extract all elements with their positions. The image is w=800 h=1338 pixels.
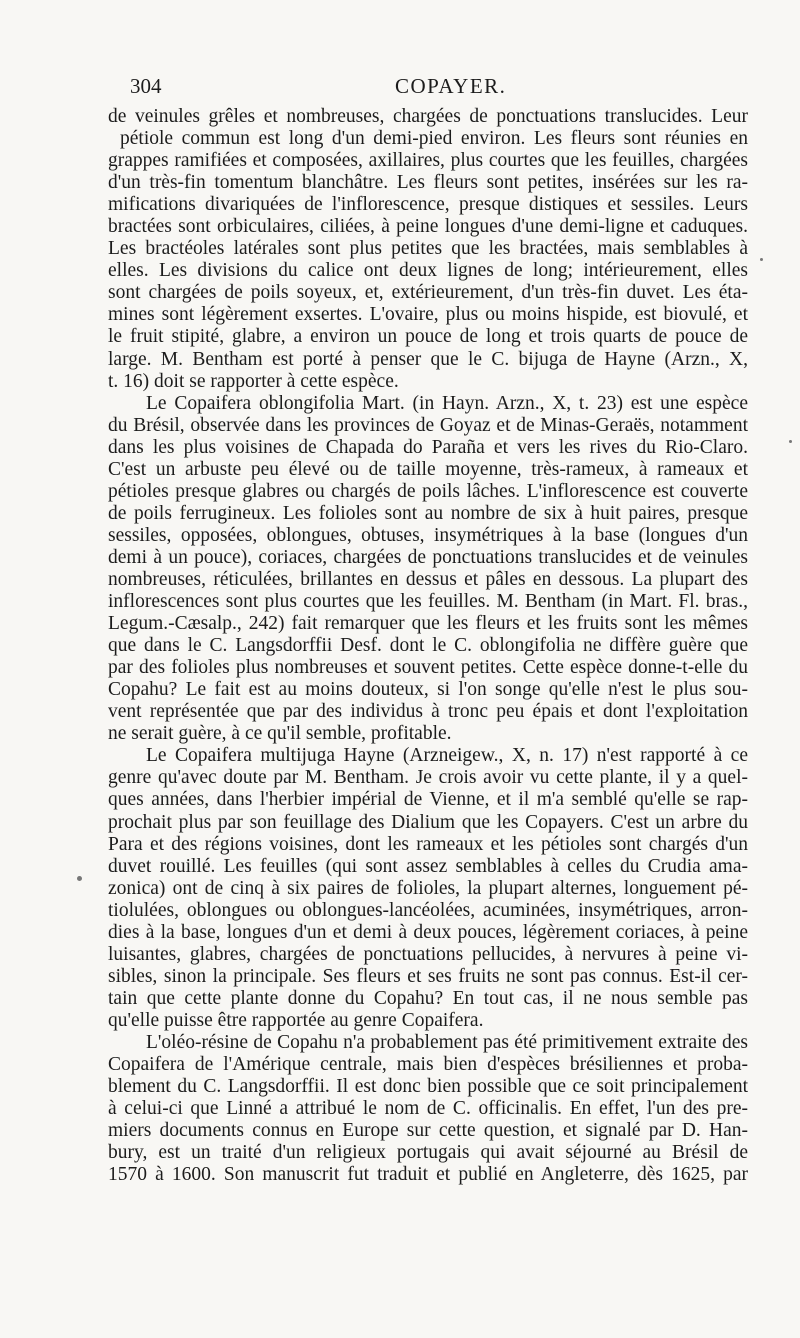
text-line: de veinules grêles et nombreuses, chargées de ponctuations translucides. Leur (108, 106, 748, 127)
text-line: elles. Les divisions du calice ont deux lignes de long; intérieurement, elles (108, 260, 748, 282)
text-line: nombreuses, réticulées, brillantes en dessus et pâles en dessous. La plupart des (108, 568, 748, 590)
text-line: bractées sont orbiculaires, ciliées, à peine longues d'une demi-ligne et caduques. (108, 216, 748, 238)
page-number: 304 (130, 74, 162, 98)
text-line: genre qu'avec doute par M. Bentham. Je crois avoir vu cette plante, il y a quel- (108, 767, 748, 789)
paragraph-start: L'oléo-résine de Copahu n'a probablement pas été primitivement extraite des (146, 1031, 748, 1053)
text-line: t. 16) doit se rapporter à cette espèce. (108, 370, 399, 392)
text-line: duvet rouillé. Les feuilles (qui sont assez semblables à celles du Crudia ama- (108, 855, 748, 877)
text-line: sessiles, opposées, oblongues, obtuses, insymétriques à la base (longues d'un (108, 524, 748, 546)
text-line: ques années, dans l'herbier impérial de Vienne, et il m'a semblé qu'elle se rap- (108, 789, 748, 811)
text-line: tain que cette plante donne du Copahu? En tout cas, il ne nous semble pas (108, 987, 748, 1009)
text-line: de poils ferrugineux. Les folioles sont au nombre de six à huit paires, presque (108, 502, 748, 524)
paragraph-start: Le Copaifera oblongifolia Mart. (in Hayn. Arzn., X, t. 23) est une espèce (146, 392, 748, 414)
paper-speck (77, 876, 82, 881)
text-line: mifications divariquées de l'inflorescence, presque distiques et sessiles. Leurs (108, 194, 748, 216)
text-line: tiolulées, oblongues ou oblongues-lancéolées, acuminées, insymétriques, arron- (108, 899, 748, 921)
text-line: Copahu? Le fait est au moins douteux, si l'on songe qu'elle n'est le plus sou- (108, 679, 748, 701)
text-line: que dans le C. Langsdorffii Desf. dont le C. oblongifolia ne diffère guère que (108, 635, 748, 657)
text-line: le fruit stipité, glabre, a environ un pouce de long et trois quarts de pouce de (108, 326, 748, 348)
text-line: blement du C. Langsdorffii. Il est donc bien possible que ce soit principalement (108, 1076, 748, 1098)
page-header (130, 74, 730, 104)
text-line: grappes ramifiées et composées, axillaires, plus courtes que les feuilles, chargées (108, 150, 748, 172)
text-line: qu'elle puisse être rapportée au genre Copaifera. (108, 1009, 484, 1031)
paragraph-start: Le Copaifera multijuga Hayne (Arzneigew., X, n. 17) n'est rapporté à ce (146, 745, 748, 767)
text-line: luisantes, glabres, chargées de ponctuations pellucides, à nervures à peine vi- (108, 943, 748, 965)
text-line: demi à un pouce), coriaces, chargées de ponctuations translucides et de veinules (108, 546, 748, 568)
text-line: à celui-ci que Linné a attribué le nom de C. officinalis. En effet, l'un des pre- (108, 1098, 748, 1120)
text-line: pétioles presque glabres ou chargés de poils lâches. L'inflorescence est couverte (108, 480, 748, 502)
text-line: C'est un arbuste peu élevé ou de taille moyenne, très-rameux, à rameaux et (108, 458, 748, 480)
text-line: dans les plus voisines de Chapada do Paraña et vers les rives du Rio-Claro. (108, 436, 748, 458)
text-line: Para et des régions voisines, dont les rameaux et les pétioles sont chargés d'un (108, 833, 748, 855)
text-line: Legum.-Cæsalp., 242) fait remarquer que les fleurs et les fruits sont les mêmes (108, 613, 748, 635)
text-line: zonica) ont de cinq à six paires de folioles, la plupart alternes, longuement pé- (108, 877, 748, 899)
body-text (108, 106, 748, 1186)
text-line: vent représentée que par des individus à tronc peu épais et dont l'exploitation (108, 701, 748, 723)
running-title: COPAYER. (395, 74, 507, 98)
text-line: Les bractéoles latérales sont plus petites que les bractées, mais semblables à (108, 238, 748, 260)
text-line: pétiole commun est long d'un demi-pied environ. Les fleurs sont réunies en (120, 128, 748, 150)
text-line: miers documents connus en Europe sur cette question, et signalé par D. Han- (108, 1120, 748, 1142)
text-line: par des folioles plus nombreuses et souvent petites. Cette espèce donne-t-elle du (108, 657, 748, 679)
text-line: large. M. Bentham est porté à penser que le C. bijuga de Hayne (Arzn., X, (108, 348, 748, 370)
text-line: sont chargées de poils soyeux, et, extérieurement, d'un très-fin duvet. Les éta- (108, 282, 748, 304)
text-line: prochait plus par son feuillage des Dialium que les Copayers. C'est un arbre du (108, 811, 748, 833)
text-line: d'un très-fin tomentum blanchâtre. Les fleurs sont petites, insérées sur les ra- (108, 172, 748, 194)
text-line: du Brésil, observée dans les provinces de Goyaz et de Minas-Geraës, notamment (108, 414, 748, 436)
paper-speck (789, 440, 792, 443)
text-line: dies à la base, longues d'un et demi à deux pouces, légèrement coriaces, à peine (108, 921, 748, 943)
text-line: ne serait guère, à ce qu'il semble, profitable. (108, 723, 452, 745)
text-line: 1570 à 1600. Son manuscrit fut traduit et publié en Angleterre, dès 1625, par (108, 1164, 748, 1186)
text-line: mines sont légèrement exsertes. L'ovaire, plus ou moins hispide, est biovulé, et (108, 304, 748, 326)
paper-speck (760, 258, 763, 261)
text-line: bury, est un traité d'un religieux portugais qui avait séjourné au Brésil de (108, 1142, 748, 1164)
text-line: Copaifera de l'Amérique centrale, mais bien d'espèces brésiliennes et proba- (108, 1054, 748, 1076)
text-line: inflorescences sont plus courtes que les feuilles. M. Bentham (in Mart. Fl. bras., (108, 591, 748, 613)
text-line: sibles, sinon la principale. Ses fleurs et ses fruits ne sont pas connus. Est-il cer- (108, 965, 748, 987)
